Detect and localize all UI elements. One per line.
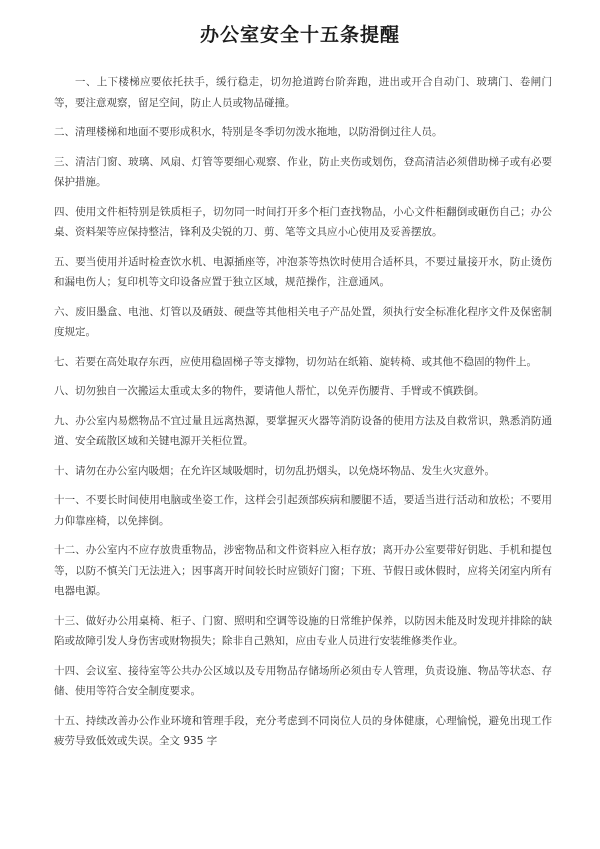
paragraph-5: 五、要当使用并适时检查饮水机、电源插座等，冲泡茶等热饮时使用合适杯具，不要过量接开水，防止烫伤和漏电伤人；复印机等文印设备应置于独立区域，规范操作，注意通风。 [54,255,552,288]
document-body [54,72,552,761]
paragraph-4: 四、使用文件柜特别是铁质柜子，切勿同一时间打开多个柜门查找物品，小心文件柜翻倒或砸伤自己；办公桌、资料架等应保持整洁，锋利及尖锐的刀、剪、笔等文具应小心使用及妥善摆放。 [54,205,552,238]
paragraph-1: 一、上下楼梯应要依托扶手，缓行稳走，切勿抢道跨台阶奔跑，进出或开合自动门、玻璃门、卷闸门等，要注意观察，留足空间，防止人员或物品碰撞。 [54,76,552,109]
paragraph-6: 六、废旧墨盒、电池、灯管以及硒鼓、硬盘等其他相关电子产品处置，须执行安全标准化程序文件及保密制度规定。 [54,305,552,338]
paragraph-14: 十四、会议室、接待室等公共办公区域以及专用物品存储场所必须由专人管理，负责设施、物品等状态、存储、使用等符合安全制度要求。 [54,664,552,697]
paragraph-9: 九、办公室内易燃物品不宜过量且远离热源，要掌握灭火器等消防设备的使用方法及自救常识，熟悉消防通道、安全疏散区域和关键电源开关柜位置。 [54,414,552,447]
paragraph-3: 三、清洁门窗、玻璃、风扇、灯管等要细心观察、作业，防止夹伤或划伤，登高清洁必须借助梯子或有必要保护措施。 [54,155,552,188]
paragraph-13: 十三、做好办公用桌椅、柜子、门窗、照明和空调等设施的日常维护保养，以防因未能及时发现并排除的缺陷或故障引发人身伤害或财物损失；除非自己熟知，应由专业人员进行安装维修类作业。 [54,614,552,647]
paragraph-11: 十一、不要长时间使用电脑或坐姿工作，这样会引起颈部疾病和腰腿不适，要适当进行活动和放松；不要用力仰靠座椅，以免摔倒。 [54,494,552,527]
paragraph-10: 十、请勿在办公室内吸烟；在允许区域吸烟时，切勿乱扔烟头，以免烧坏物品、发生火灾意外。 [54,464,495,477]
paragraph-2: 二、清理楼梯和地面不要形成积水，特别是冬季切勿泼水拖地，以防滑倒过往人员。 [54,126,443,138]
paragraph-12: 十二、办公室内不应存放贵重物品，涉密物品和文件资料应入柜存放；离开办公室要带好钥匙、手机和提包等，以防不慎关门无法进入；因事离开时间较长时应锁好门窗；下班、节假日或休假时，应将关闭室内所有电器电源。 [54,544,552,597]
paragraph-7: 七、若要在高处取存东西，应使用稳固梯子等支撑物，切勿站在纸箱、旋转椅、或其他不稳固的物件上。 [54,355,537,368]
paragraph-15: 十五、持续改善办公作业环境和管理手段，充分考虑到不同岗位人员的身体健康，心理愉悦，避免出现工作疲劳导致低效或失误。全文 935 字 [54,714,552,747]
document-title: 办公室安全十五条提醒 [199,24,400,46]
paragraph-8: 八、切勿独自一次搬运太重或太多的物件，要请他人帮忙，以免弄伤腰背、手臂或不慎跌倒。 [54,385,485,397]
